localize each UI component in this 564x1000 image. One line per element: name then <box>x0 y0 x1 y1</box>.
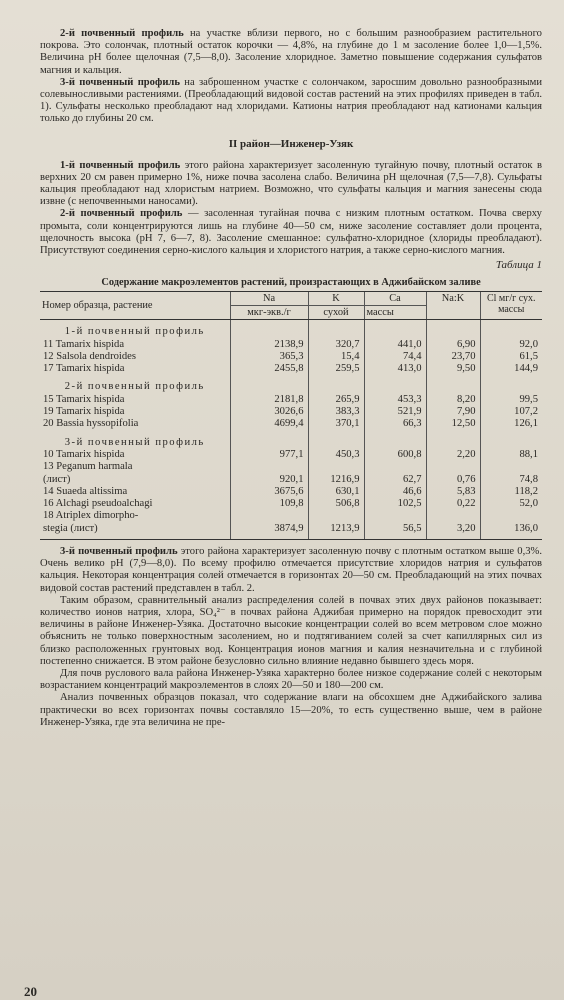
cell-ca: 441,0 <box>364 339 426 351</box>
table-title: Содержание макроэлементов растений, произрастающих в Аджибайском заливе <box>101 277 481 289</box>
cell-k: 259,5 <box>308 363 364 375</box>
table-body <box>40 320 542 540</box>
cell-nak: 7,90 <box>426 406 480 418</box>
cell-ca: 413,0 <box>364 363 426 375</box>
cell-nak: 5,83 <box>426 486 480 498</box>
cell-ca: 46,6 <box>364 486 426 498</box>
cell-na: 920,1 <box>230 474 308 486</box>
cell-na <box>230 461 308 473</box>
cell-sample: 18 Atriplex dimorpho- <box>43 510 139 522</box>
cell-ca: 62,7 <box>364 474 426 486</box>
cell-na: 2138,9 <box>230 339 308 351</box>
table-row <box>40 363 542 375</box>
cell-ca <box>364 510 426 522</box>
cell-sample: stegia (лист) <box>40 523 230 540</box>
table-row <box>40 418 542 430</box>
table-row <box>40 486 542 498</box>
cell-sample: 20 Bassia hyssopifolia <box>43 418 139 430</box>
table-row <box>40 449 542 461</box>
table-row <box>40 510 542 522</box>
cell-k <box>308 461 364 473</box>
cell-nak <box>426 510 480 522</box>
cell-ca: 74,4 <box>364 351 426 363</box>
cell-ca: 453,3 <box>364 394 426 406</box>
cell-na: 3026,6 <box>230 406 308 418</box>
cell-ca: 521,9 <box>364 406 426 418</box>
cell-sample: 16 Alchagi pseudoalchagi <box>43 498 153 510</box>
group-label: 1-й почвенный профиль <box>64 326 205 338</box>
cell-cl: 107,2 <box>480 406 542 418</box>
table-row <box>40 394 542 406</box>
cell-k <box>308 510 364 522</box>
cell-sample: 12 Salsola dendroides <box>43 350 136 362</box>
table-group-row <box>40 320 542 339</box>
cell-k: 383,3 <box>308 406 364 418</box>
cell-cl <box>480 510 542 522</box>
cell-sample: 11 Tamarix hispida <box>43 338 125 350</box>
cell-k: 1213,9 <box>308 523 364 540</box>
cell-cl: 88,1 <box>480 449 542 461</box>
cell-cl: 144,9 <box>480 363 542 375</box>
cell-cl: 74,8 <box>480 474 542 486</box>
cell-cl: 99,5 <box>480 394 542 406</box>
cell-na: 365,3 <box>230 351 308 363</box>
cell-k: 506,8 <box>308 498 364 510</box>
cell-nak: 6,90 <box>426 339 480 351</box>
header-mass: массы <box>364 306 426 320</box>
cell-sample: 13 Peganum harmala <box>43 461 133 473</box>
header-cl: Cl мг/г сух. массы <box>480 292 542 320</box>
cell-nak: 9,50 <box>426 363 480 375</box>
cell-na <box>230 510 308 522</box>
macroelements-table <box>40 291 542 540</box>
header-sample: Номер образца, растение <box>40 292 230 320</box>
group-label: 2-й почвенный профиль <box>64 381 205 393</box>
table-row <box>40 461 542 473</box>
cell-na: 3874,9 <box>230 523 308 540</box>
cell-na: 2455,8 <box>230 363 308 375</box>
cell-na: 109,8 <box>230 498 308 510</box>
header-dry: сухой <box>308 306 364 320</box>
cell-nak: 23,70 <box>426 351 480 363</box>
cell-sample: (лист) <box>43 473 71 485</box>
page-number: 20 <box>24 984 37 999</box>
table-row <box>40 523 542 540</box>
cell-cl: 136,0 <box>480 523 542 540</box>
table-group-row <box>40 431 542 449</box>
cell-ca <box>364 461 426 473</box>
table-caption: Таблица 1 <box>495 259 542 272</box>
cell-nak <box>426 461 480 473</box>
cell-nak: 12,50 <box>426 418 480 430</box>
cell-ca: 600,8 <box>364 449 426 461</box>
header-nak: Na:K <box>426 292 480 320</box>
table-row <box>40 339 542 351</box>
table-row <box>40 406 542 418</box>
cell-nak: 2,20 <box>426 449 480 461</box>
section-heading: II район—Инженер-Узяк <box>228 137 354 150</box>
cell-cl: 92,0 <box>480 339 542 351</box>
table-row <box>40 351 542 363</box>
cell-sample: 10 Tamarix hispida <box>43 448 125 460</box>
header-ca: Ca <box>364 292 426 306</box>
cell-na: 3675,6 <box>230 486 308 498</box>
cell-na: 977,1 <box>230 449 308 461</box>
top-paragraphs <box>40 28 542 126</box>
cell-cl: 52,0 <box>480 498 542 510</box>
table-row <box>40 498 542 510</box>
cell-sample: 15 Tamarix hispida <box>43 393 125 405</box>
cell-nak: 0,76 <box>426 474 480 486</box>
cell-ca: 102,5 <box>364 498 426 510</box>
cell-sample: 19 Tamarix hispida <box>43 406 125 418</box>
cell-k: 265,9 <box>308 394 364 406</box>
cell-k: 1216,9 <box>308 474 364 486</box>
table-group-row <box>40 375 542 393</box>
cell-sample: 17 Tamarix hispida <box>43 363 125 375</box>
cell-nak: 0,22 <box>426 498 480 510</box>
cell-k: 630,1 <box>308 486 364 498</box>
paragraph-district2-profile-2: 2-й почвенный профиль — засоленная тугайная почва с низким плотным остатком. Почва сверху промыта, соли концентрируются лишь на глубине 40—50 см, ниже засоление составляет доли процента, щелочность высока (pH 7, 6—7, 8). Засоление смешанное: сульфатно-хлоридное (хлориды преобладают). Присутствуют соединения серно-кислого кальция и хлористого натрия, а также серно-кислого магния. <box>40 208 542 257</box>
paragraph-district2-profile-3: 3-й почвенный профиль этого района характеризует засоленную почву с плотным остатком выше 0,3%. Очень велико pH (7,9—8,0). По всему профилю отмечается присутствие хлоридов натрия и сульфатов кальция. Некоторая концентрация солей отмечается в горизонтах 20—50 см. Преобладающий на этих почвах видовой состав растений представлен в табл. 2. <box>40 546 542 594</box>
cell-nak: 8,20 <box>426 394 480 406</box>
group-label: 3-й почвенный профиль <box>64 436 205 448</box>
cell-k: 320,7 <box>308 339 364 351</box>
cell-sample: 14 Suaeda altissima <box>43 485 128 497</box>
cell-k: 370,1 <box>308 418 364 430</box>
cell-ca: 56,5 <box>364 523 426 540</box>
paragraph-district2-profile-1: 1-й почвенный профиль этого района характеризует засоленную тугайную почву, плотный остаток в верхних 20 см равен примерно 1%, ниже почва засолена слабо. Величина pH щелочная (7,5—7,8). Сульфаты кальция преобладают над хлористым натрием. Возможно, что сульфаты кальция и магния занесены сюда извне (с непочвенными наносами). <box>40 159 542 208</box>
table-row <box>40 474 542 486</box>
cell-na: 4699,4 <box>230 418 308 430</box>
cell-cl: 126,1 <box>480 418 542 430</box>
header-unit: мкг-экв./г <box>230 306 308 320</box>
paragraph-moisture: Анализ почвенных образцов показал, что содержание влаги на обсохшем дне Аджибайского залива практически во всех горизонтах почвы составляло 15—20%, то есть существенно выше, чем в районе Инженер-Узяка, где эта величина не пре- <box>40 692 542 728</box>
paragraph-profile-3: 3-й почвенный профиль на заброшенном участке с солончаком, заросшим довольно разнообразными солевыносливыми растениями. (Преобладающий видовой состав растений на этих профилях приведен в табл. 1). Сульфаты несколько преобладают над хлоридами. Катионы натрия преобладают над катионами кальция только до глубины 20 см. <box>40 76 542 125</box>
header-na: Na <box>230 292 308 306</box>
mid-paragraphs <box>40 160 542 258</box>
cell-cl <box>480 461 542 473</box>
cell-cl: 61,5 <box>480 351 542 363</box>
cell-nak: 3,20 <box>426 523 480 540</box>
paragraph-comparison: Таким образом, сравнительный анализ распределения солей в почвах этих двух районов показывает: количество ионов натрия, хлора, SO₄²⁻ в почвах района Аджибая примерно на порядок превосходит эти величины в районе Инженер-Узяка. Достаточно высокие концентрации солей во всем метровом слое можно объяснить не только поверхностным засолением, но и подтягиванием солей за счет капиллярных сил из близко расположенных грунтовых вод. Концентрация ионов магния и калия незначительна и с глубиной постепенно снижается. В этом районе безусловно сильно влияние недавно бывшего здесь моря. <box>40 594 542 667</box>
cell-k: 450,3 <box>308 449 364 461</box>
bottom-paragraphs <box>40 546 542 729</box>
paragraph-channel-bank: Для почв руслового вала района Инженер-Узяка характерно более низкое содержание солей с некоторым возрастанием концентраций макроэлементов в слоях 20—50 и 180—200 см. <box>40 668 542 692</box>
cell-k: 15,4 <box>308 351 364 363</box>
cell-cl: 118,2 <box>480 486 542 498</box>
header-k: K <box>308 292 364 306</box>
paragraph-profile-2: 2-й почвенный профиль на участке вблизи первого, но с большим разнообразием растительного покрова. Это солончак, плотный остаток корочки — 4,8%, на глубине до 1 м засоление более 1,0—1,5%. Величина pH более щелочная (7,5—8,0). Засоление хлоридное. Заметно повышение содержания сульфатов магния и кальция. <box>40 28 542 76</box>
cell-na: 2181,8 <box>230 394 308 406</box>
cell-ca: 66,3 <box>364 418 426 430</box>
